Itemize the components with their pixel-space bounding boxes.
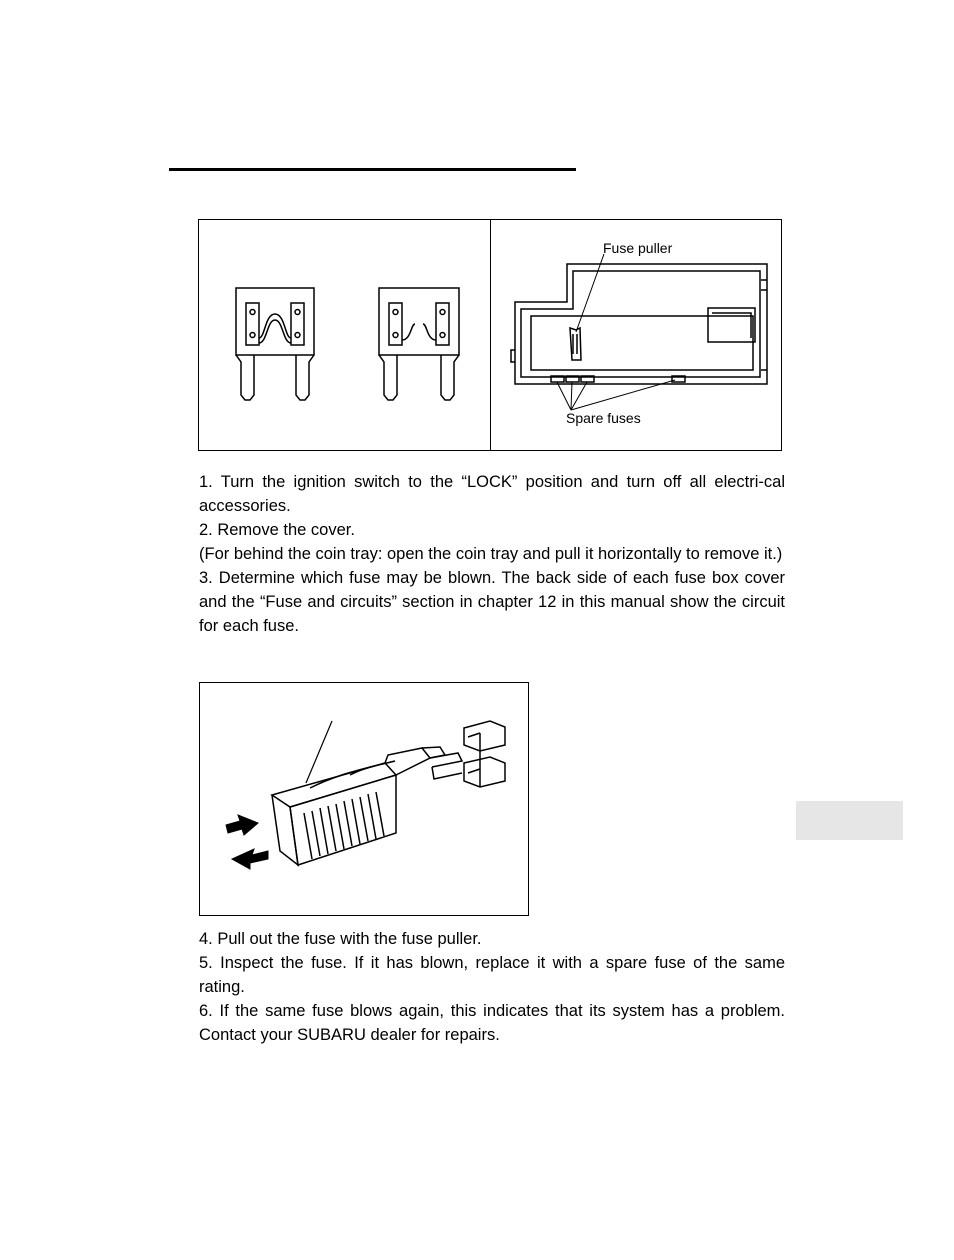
pull-arrow-icon: [232, 849, 268, 869]
push-arrow-icon: [226, 815, 258, 835]
fuse-puller-icon: [272, 747, 462, 865]
blown-fuse-icon: [379, 288, 459, 400]
step-4: 4. Pull out the fuse with the fuse puller.: [199, 930, 482, 948]
spare-fuses-label: Spare fuses: [566, 410, 641, 426]
section-title-rule: [169, 168, 576, 171]
chapter-side-tab: [796, 801, 903, 840]
step-2-note: (For behind the coin tray: open the coin tray and pull it horizontally to remove it.): [199, 545, 783, 563]
good-fuse-icon: [236, 288, 314, 400]
fuse-illustration: [199, 220, 783, 452]
step-3: 3. Determine which fuse may be blown. The back side of each fuse box cover and the “Fuse and circuits” section in chapter 12 in this manual show the circuit for each fuse.: [199, 569, 785, 635]
fuse-puller-figure: [199, 682, 529, 916]
fuse-figure: [198, 219, 782, 451]
step-5: 5. Inspect the fuse. If it has blown, replace it with a spare fuse of the same rating.: [199, 954, 785, 996]
fuse-puller-illustration: [200, 683, 530, 917]
step-2: 2. Remove the cover.: [199, 521, 355, 539]
fuse-puller-label: Fuse puller: [603, 240, 673, 256]
instructions-part2: [199, 927, 785, 1047]
fuse-box-cover-icon: [511, 264, 767, 384]
step-1: 1. Turn the ignition switch to the “LOCK” position and turn off all electri-cal accessories.: [199, 473, 785, 515]
fuse-icon: [464, 721, 505, 787]
step-6: 6. If the same fuse blows again, this indicates that its system has a problem. Contact your SUBARU dealer for repairs.: [199, 1002, 785, 1044]
instructions-part1: [199, 470, 785, 638]
